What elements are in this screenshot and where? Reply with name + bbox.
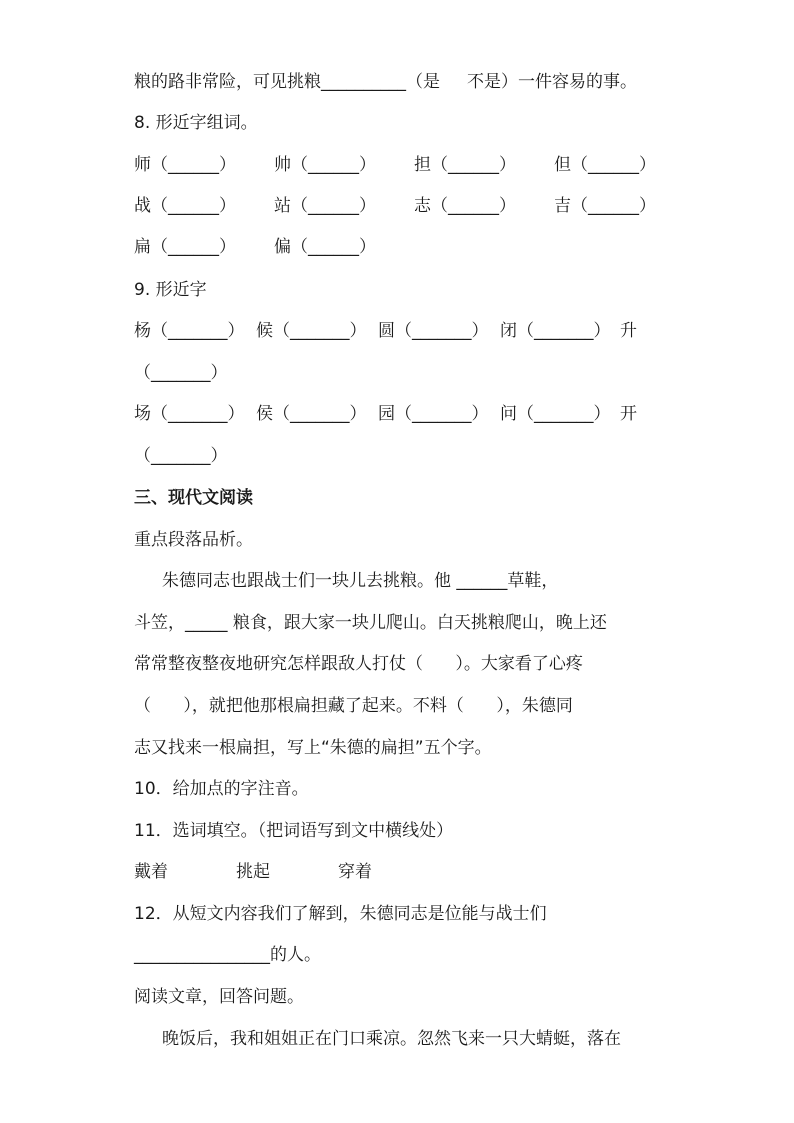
q9-blank: （_______） xyxy=(134,363,228,383)
q8-item: 帅（______） xyxy=(274,155,376,175)
reading-title: 重点段落品析。 xyxy=(134,530,253,550)
word-option: 穿着 xyxy=(338,862,372,882)
question-12-blank: ________________的人。 xyxy=(134,945,321,965)
q8-item: 战（______） xyxy=(134,196,236,216)
q9-blank: （_______） xyxy=(134,446,228,466)
question-9-title: 9. 形近字 xyxy=(134,280,207,300)
q9-item: 升 xyxy=(620,321,637,341)
q9-item: 园（_______） xyxy=(378,404,489,424)
passage-line: 志又找来一根扁担，写上“朱德的扁担”五个字。 xyxy=(134,738,492,758)
q8-item: 师（______） xyxy=(134,155,236,175)
question-12: 12．从短文内容我们了解到，朱德同志是位能与战士们 xyxy=(134,904,547,924)
passage-line: 常常整夜整夜地研究怎样跟敌人打仗（ ）。大家看了心疼 xyxy=(134,654,583,674)
q9-item: 侯（_______） xyxy=(256,404,367,424)
question-11: 11．选词填空。（把词语写到文中横线处） xyxy=(134,821,454,841)
passage-line: 斗笠，_____ 粮食，跟大家一块儿爬山。白天挑粮爬山，晚上还 xyxy=(134,613,607,633)
q8-item: 担（______） xyxy=(414,155,516,175)
q9-item: 场（_______） xyxy=(134,404,245,424)
question-8-title: 8. 形近字组词。 xyxy=(134,113,258,133)
section-heading: 三、现代文阅读 xyxy=(134,488,253,508)
q8-item: 但（______） xyxy=(554,155,656,175)
q8-item: 吉（______） xyxy=(554,196,656,216)
q9-item: 杨（_______） xyxy=(134,321,245,341)
reading-title: 阅读文章，回答问题。 xyxy=(134,987,304,1007)
q9-item: 圆（_______） xyxy=(378,321,489,341)
q9-item: 候（_______） xyxy=(256,321,367,341)
question-10: 10．给加点的字注音。 xyxy=(134,779,309,799)
q9-item: 开 xyxy=(620,404,637,424)
q8-item: 志（______） xyxy=(414,196,516,216)
word-option: 挑起 xyxy=(236,862,270,882)
passage-line: 朱德同志也跟战士们一块儿去挑粮。他 ______草鞋， xyxy=(162,571,559,591)
word-option: 戴着 xyxy=(134,862,168,882)
passage-line: （ ），就把他那根扁担藏了起来。不料（ ），朱德同 xyxy=(134,696,573,716)
passage-line: 晚饭后，我和姐姐正在门口乘凉。忽然飞来一只大蜻蜓，落在 xyxy=(162,1029,621,1049)
q8-item: 扁（______） xyxy=(134,237,236,257)
q9-item: 问（_______） xyxy=(500,404,611,424)
text-line: 粮的路非常险，可见挑粮__________（是 不是）一件容易的事。 xyxy=(134,72,638,92)
q8-item: 偏（______） xyxy=(274,237,376,257)
q9-item: 闭（_______） xyxy=(500,321,611,341)
q8-item: 站（______） xyxy=(274,196,376,216)
